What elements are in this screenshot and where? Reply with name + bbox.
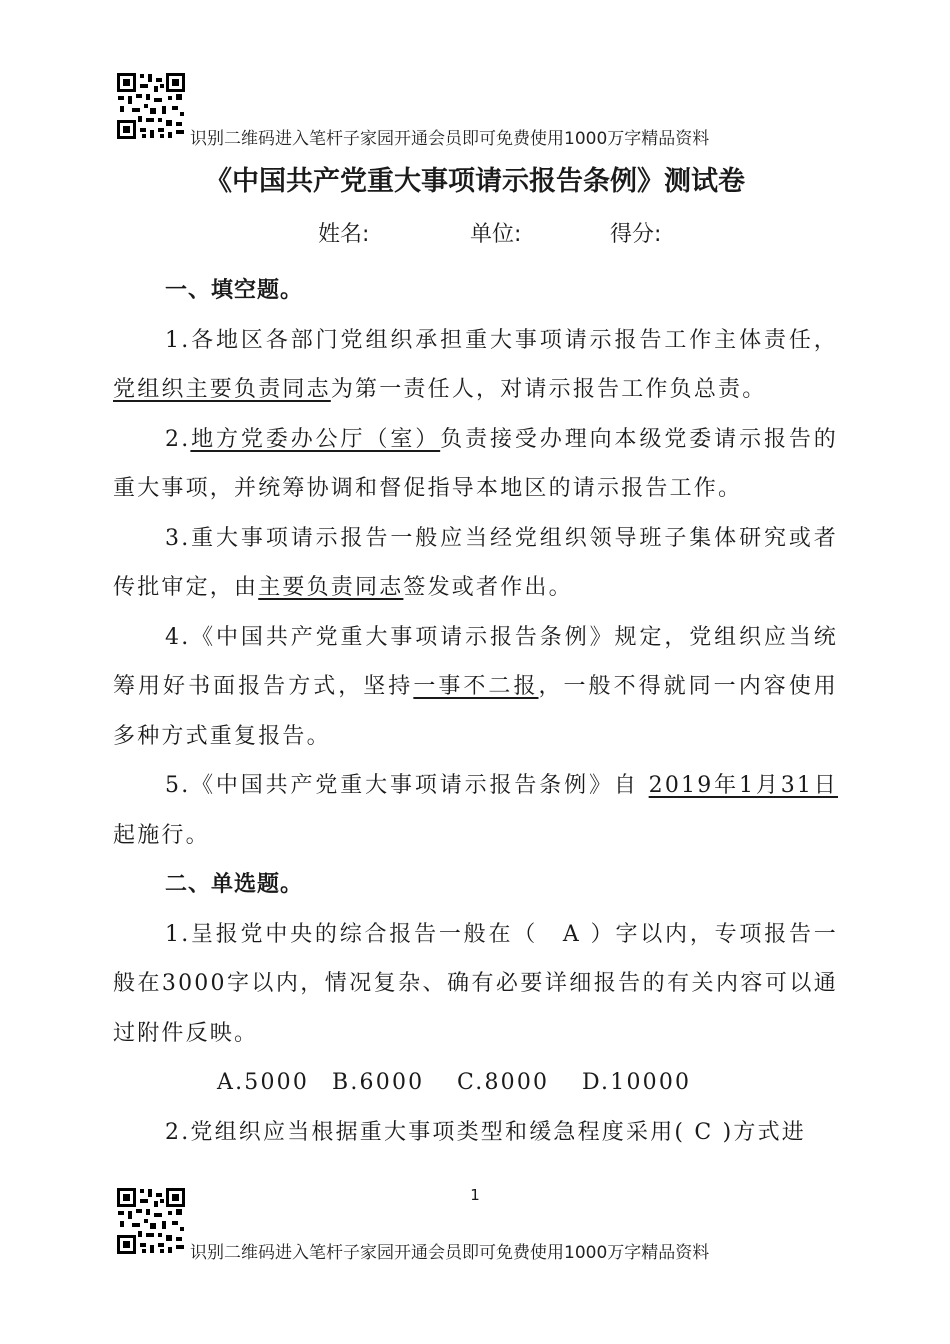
question-text: ，一般不得就同一内容使用多种方式重复报告。 (113, 674, 838, 749)
question-text: 2. (165, 426, 191, 452)
name-label: 姓名: (318, 222, 370, 247)
footer-banner: 识别二维码进入笔杆子家园开通会员即可免费使用1000万字精品资料 (190, 1243, 710, 1263)
question-text: 1.各地区各部门党组织承担重大事项请示报告工作主体责任， (165, 327, 838, 353)
question-text: 负责接受办理向本级党委请示报告的重大事项，并统筹协调和督促指导本地区的请示报告工作。 (113, 426, 838, 501)
answer-underlined: 2019年1月31日 (648, 773, 839, 798)
document-title: 《中国共产党重大事项请示报告条例》测试卷 (205, 166, 745, 197)
question-text: 为第一责任人，对请示报告工作负总责。 (330, 377, 767, 402)
single-choice-question-1: 1.呈报党中央的综合报告一般在（ A ）字以内，专项报告一般在3000字以内，情况复杂、确有必要详细报告的有关内容可以通过附件反映。 (113, 921, 838, 1046)
option-a: A.5000 (217, 1070, 310, 1095)
score-label: 得分: (610, 222, 662, 247)
section-heading-single-choice: 二、单选题。 (165, 872, 304, 897)
question-text: 签发或者作出。 (403, 575, 573, 600)
question-text: 起施行。 (113, 822, 210, 848)
answer-underlined: 主要负责同志 (258, 575, 404, 600)
answer-options (113, 1058, 838, 1108)
qr-code-bottom (116, 1187, 186, 1255)
answer-underlined: 地方党委办公厅（室） (190, 426, 441, 452)
section-heading-fill-blank: 一、填空题。 (165, 278, 304, 303)
option-c: C.8000 (457, 1070, 550, 1095)
fill-blank-question-4 (113, 613, 838, 762)
fill-blank-question-1 (113, 316, 838, 415)
page-number: 1 (470, 1186, 480, 1204)
answer-underlined: 党组织主要负责同志 (113, 377, 331, 402)
single-choice-question-2: 2.党组织应当根据重大事项类型和缓急程度采用( C )方式进 (165, 1119, 806, 1145)
qr-code-top (116, 72, 186, 140)
fill-blank-question-5 (113, 761, 838, 860)
header-banner: 识别二维码进入笔杆子家园开通会员即可免费使用1000万字精品资料 (190, 129, 710, 149)
document-body (113, 266, 838, 1157)
question-text: 5.《中国共产党重大事项请示报告条例》自 (165, 773, 649, 798)
fill-blank-question-3 (113, 514, 838, 613)
option-d: D.10000 (582, 1070, 692, 1095)
unit-label: 单位: (470, 222, 522, 247)
question-text: 4.《中国共产党重大事项请示报告条例》规定，党组织应当统筹用好书面报告方式，坚持 (113, 624, 838, 699)
fill-blank-question-2 (113, 415, 838, 514)
answer-underlined: 一事不二报 (413, 674, 539, 699)
option-b: B.6000 (332, 1070, 425, 1095)
question-text: 3.重大事项请示报告一般应当经党组织领导班子集体研究或者传批审定，由 (113, 525, 838, 600)
